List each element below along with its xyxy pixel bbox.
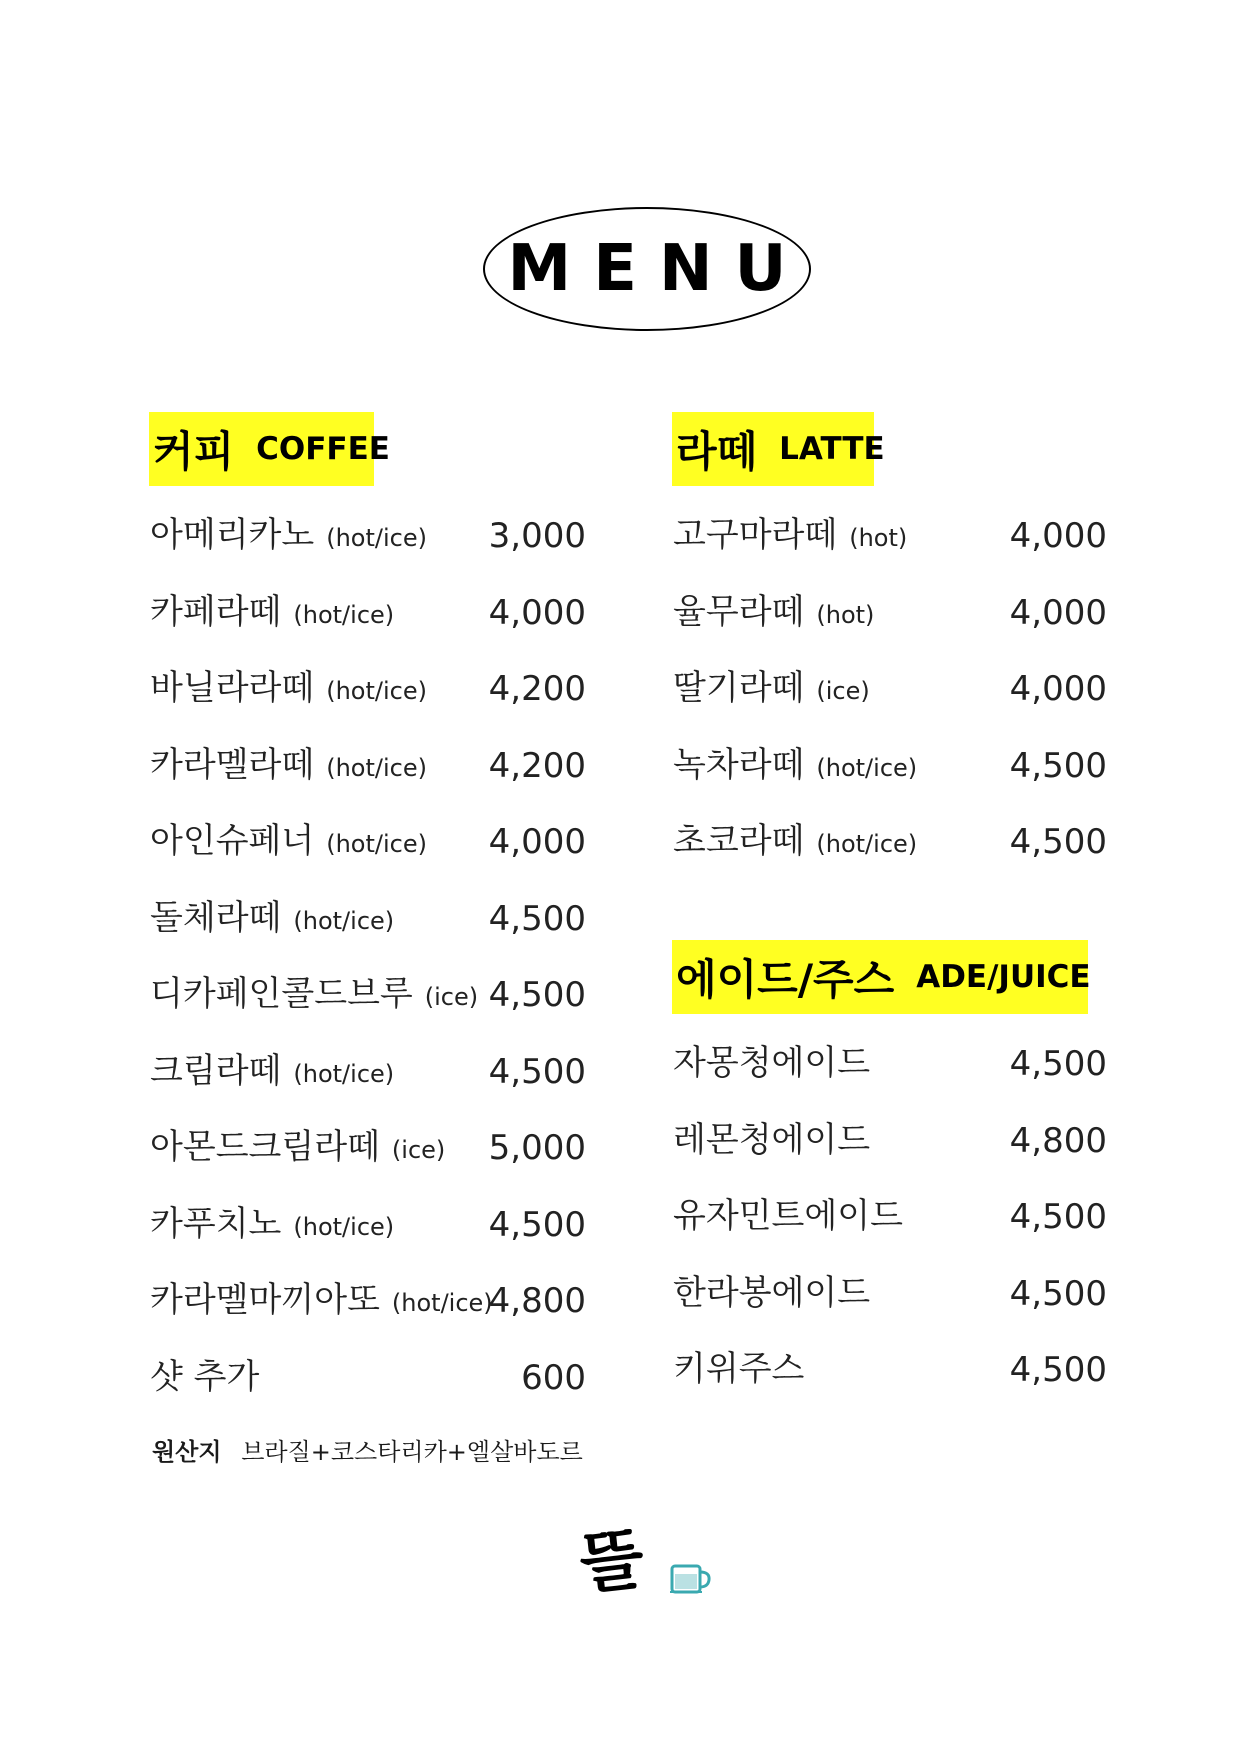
item-option: (ice) [816,677,870,705]
coffee-menu-item [150,895,586,945]
cafe-logo [576,1522,726,1602]
item-name [150,1272,493,1321]
item-name-text: 한라봉에이드 [673,1272,871,1313]
item-name [673,1265,870,1314]
origin-value: 브라질+코스타리카+엘살바도르 [241,1438,583,1466]
coffee-origin-note [152,1432,583,1467]
latte-menu-item [673,512,1107,562]
item-price: 4,200 [488,745,586,786]
item-option: (hot/ice) [326,677,427,705]
item-name [150,507,427,556]
item-price: 600 [521,1357,586,1398]
item-price: 4,500 [1009,1197,1107,1237]
item-price: 4,000 [1009,592,1107,633]
coffee-menu-item [150,589,586,639]
item-option: (hot/ice) [293,1212,395,1241]
item-price: 5,000 [488,1128,586,1168]
item-price: 3,000 [488,516,586,556]
item-option: (hot/ice) [816,830,918,858]
item-name-text: 디카페인콜드브루 [150,974,413,1014]
item-option: (hot) [849,524,908,552]
item-name-text: 초코라떼 [673,821,805,861]
item-name [673,660,870,709]
item-option: (ice) [424,983,479,1011]
item-name-text: 자몽청에이드 [673,1043,871,1083]
item-option: (hot/ice) [293,1059,395,1088]
item-name-text: 레몬청에이드 [673,1119,871,1160]
item-name-text: 카라멜마끼아또 [150,1280,380,1320]
item-price: 4,500 [1009,745,1107,786]
item-name [150,1349,259,1398]
item-name [150,966,478,1015]
item-name [150,890,394,939]
cafe-logo-graphic [576,1522,726,1602]
ade-menu-item [673,1117,1107,1167]
item-name [673,813,917,862]
svg-text:뜰: 뜰 [576,1522,648,1602]
item-option: (hot/ice) [326,830,427,858]
latte-header-en: LATTE [779,431,885,467]
item-name [150,813,427,862]
coffee-section-header [149,412,390,486]
item-name-text: 율무라떼 [673,591,805,632]
item-price: 4,500 [488,975,586,1015]
coffee-menu-item [150,818,586,868]
latte-menu-item [673,818,1107,868]
item-price: 4,500 [488,898,586,939]
item-name [673,1112,870,1161]
item-option: (ice) [391,1136,446,1164]
item-name [150,1196,394,1245]
coffee-menu-item [150,512,586,562]
ade-menu-item [673,1040,1107,1090]
item-price: 4,500 [1009,822,1107,862]
item-option: (hot/ice) [293,600,395,629]
latte-section-header [672,412,885,486]
item-name-text: 녹차라떼 [673,744,805,785]
item-price: 4,000 [1009,516,1107,556]
item-name-text: 샷 추가 [150,1356,260,1397]
coffee-menu-item [150,742,586,792]
coffee-menu-item [150,665,586,715]
coffee-header-ko: 커피 [153,427,235,476]
item-name-text: 아인슈페너 [150,821,315,861]
item-price: 4,000 [1009,669,1107,709]
ade-menu-item [673,1193,1107,1243]
item-name-text: 아몬드크림라떼 [150,1127,380,1167]
item-name-text: 카라멜라떼 [150,744,315,785]
item-name [673,507,907,556]
item-name [673,1035,870,1084]
item-name-text: 돌체라떼 [150,897,282,938]
ade-header-en: ADE/JUICE [916,959,1091,995]
item-price: 4,500 [488,1204,586,1245]
item-name [150,1043,394,1092]
item-name-text: 유자민트에이드 [673,1196,903,1236]
item-option: (hot/ice) [816,753,918,782]
latte-menu-item [673,665,1107,715]
item-price: 4,000 [488,822,586,862]
item-name [673,1341,804,1390]
item-name-text: 바닐라라떼 [150,668,315,708]
coffee-menu-item [150,1124,586,1174]
item-price: 4,800 [1009,1120,1107,1161]
item-price: 4,500 [488,1051,586,1092]
item-price: 4,500 [1009,1044,1107,1084]
coffee-menu-item [150,1277,586,1327]
item-name [150,1119,445,1168]
item-option: (hot/ice) [326,524,427,552]
item-option: (hot) [816,600,875,629]
ade-menu-item [673,1270,1107,1320]
item-name-text: 아메리카노 [150,515,315,555]
item-name [150,584,394,633]
origin-label: 원산지 [152,1438,222,1466]
menu-title-oval [483,207,811,331]
coffee-header-en: COFFEE [256,431,390,467]
ade-header-ko: 에이드/주스 [676,955,895,1004]
latte-header-ko: 라떼 [676,427,758,476]
item-option: (hot/ice) [326,753,427,782]
latte-menu-item [673,742,1107,792]
item-price: 4,500 [1009,1273,1107,1314]
latte-menu-item [673,589,1107,639]
item-option: (hot/ice) [391,1289,493,1317]
coffee-menu-item [150,1201,586,1251]
ade-menu-item [673,1346,1107,1396]
item-name-text: 키위주스 [673,1349,805,1389]
item-name [673,584,874,633]
item-name-text: 카푸치노 [150,1203,282,1244]
item-price: 4,500 [1009,1350,1107,1390]
coffee-menu-item [150,971,586,1021]
item-name [150,660,427,709]
ade-section-header [672,940,1091,1014]
item-price: 4,200 [488,669,586,709]
item-name [150,737,427,786]
item-price: 4,000 [488,592,586,633]
menu-title: MENU [507,232,809,306]
item-name [673,1188,903,1237]
coffee-menu-item [150,1354,586,1404]
item-name-text: 딸기라떼 [673,668,805,708]
item-price: 4,800 [488,1281,586,1321]
item-name-text: 크림라떼 [150,1050,282,1091]
item-name-text: 카페라떼 [150,591,282,632]
coffee-menu-item [150,1048,586,1098]
item-name [673,737,917,786]
item-option: (hot/ice) [293,906,395,935]
coffee-cup-icon [670,1566,709,1592]
item-name-text: 고구마라떼 [673,515,838,555]
